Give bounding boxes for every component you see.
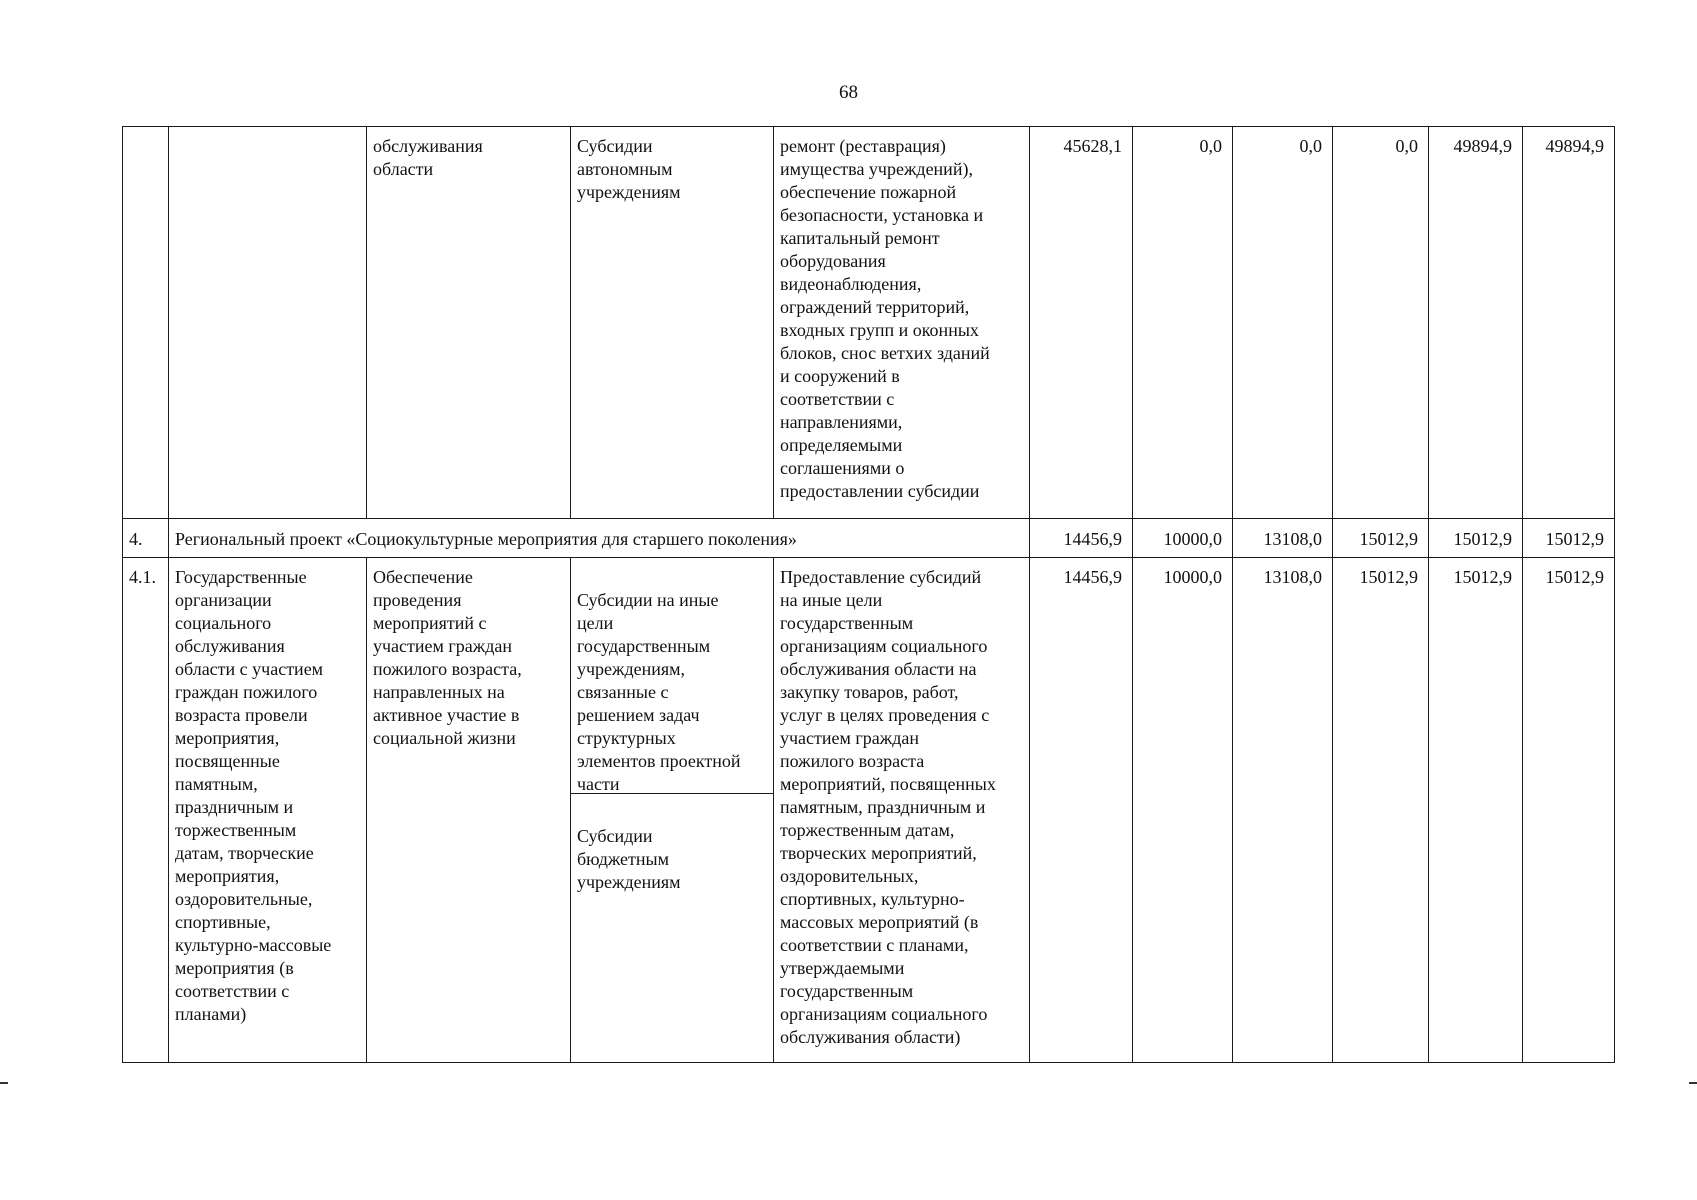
cell-value: 15012,9	[1523, 519, 1615, 558]
table-row-project	[123, 519, 1615, 558]
cell-subsidy-type	[571, 558, 774, 1063]
cell-event: обслуживания области	[367, 127, 571, 519]
subsidy-type-budget: Субсидии бюджетным учреждениям	[577, 826, 681, 892]
cell-num: 4.	[123, 519, 169, 558]
cell-result: Государственные организации социального обслуживания области с участием граждан пожилого возраста провели мероприятия, посвященные памятным, праздничным и торжественным датам, творческие мероприятия, оздоровительные, спортивные, культурно-массовые мероприятия (в соответствии с планами)	[169, 558, 367, 1063]
cell-value: 15012,9	[1333, 558, 1429, 1063]
cell-value: 13108,0	[1233, 519, 1333, 558]
cell-value: 0,0	[1133, 127, 1233, 519]
cell-value: 0,0	[1233, 127, 1333, 519]
cell-value: 10000,0	[1133, 519, 1233, 558]
cell-value: 10000,0	[1133, 558, 1233, 1063]
cell-description: Предоставление субсидий на иные цели государственным организациям социального обслуживания области на закупку товаров, работ, услуг в целях проведения с участием граждан пожилого возраста мероприятий, посвященных памятным, праздничным и торжественным датам, творческих мероприятий, оздоровительных, спортивных, культурно- массовых мероприятий (в соответствии с планами, утверждаемыми государственным организациям социального обслуживания области)	[774, 558, 1030, 1063]
cell-value: 13108,0	[1233, 558, 1333, 1063]
cell-event: Обеспечение проведения мероприятий с участием граждан пожилого возраста, направленных на активное участие в социальной жизни	[367, 558, 571, 1063]
cell-value: 15012,9	[1429, 558, 1523, 1063]
page-number: 68	[839, 82, 858, 103]
cell-value: 49894,9	[1523, 127, 1615, 519]
scan-edge-mark	[1689, 1082, 1697, 1084]
cell-num: 4.1.	[123, 558, 169, 1063]
cell-value: 15012,9	[1333, 519, 1429, 558]
cell-value: 14456,9	[1030, 558, 1133, 1063]
table-row-continued	[123, 127, 1615, 519]
budget-table	[122, 126, 1615, 1063]
cell-value: 49894,9	[1429, 127, 1523, 519]
cell-description: ремонт (реставрация) имущества учреждений), обеспечение пожарной безопасности, установка и капитальный ремонт оборудования видеонаблюдения, ограждений территорий, входных групп и оконных блоков, снос ветхих зданий и сооружений в соответствии с направлениями, определяемыми соглашениями о предоставлении субсидии	[774, 127, 1030, 519]
cell-value: 14456,9	[1030, 519, 1133, 558]
cell-result	[169, 127, 367, 519]
table-row-item	[123, 558, 1615, 1063]
cell-value: 15012,9	[1429, 519, 1523, 558]
subsidy-type-other: Субсидии на иные цели государственным учреждениям, связанные с решением задач структурных элементов проектной части	[571, 581, 773, 794]
project-title: Региональный проект «Социокультурные мероприятия для старшего поколения»	[169, 519, 1030, 558]
scan-edge-mark	[0, 1082, 8, 1084]
cell-value: 15012,9	[1523, 558, 1615, 1063]
cell-value: 0,0	[1333, 127, 1429, 519]
cell-subsidy-type: Субсидии автономным учреждениям	[571, 127, 774, 519]
cell-num	[123, 127, 169, 519]
cell-value: 45628,1	[1030, 127, 1133, 519]
